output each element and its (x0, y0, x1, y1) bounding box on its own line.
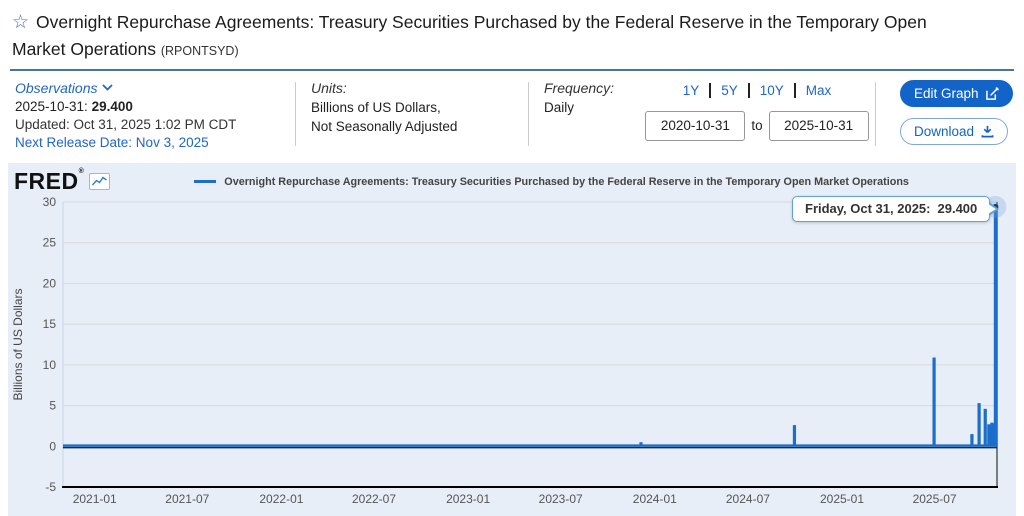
chart-panel (8, 163, 1016, 516)
to-label: to (751, 118, 763, 134)
updated-text: Updated: Oct 31, 2025 1:02 PM CDT (15, 116, 237, 132)
svg-text:30: 30 (42, 195, 56, 209)
observations-section (15, 80, 295, 158)
svg-text:10: 10 (42, 357, 56, 372)
svg-text:25: 25 (42, 235, 56, 250)
svg-text:2021-07: 2021-07 (165, 492, 210, 506)
svg-text:2022-01: 2022-01 (259, 492, 304, 506)
chart-plot[interactable] (8, 191, 1016, 516)
units-line2: Not Seasonally Adjusted (311, 118, 458, 134)
svg-text:2024-07: 2024-07 (725, 492, 770, 506)
start-date-input[interactable] (645, 111, 745, 141)
range-1y-button[interactable]: 1Y (682, 82, 700, 98)
range-separator (794, 83, 796, 98)
svg-text:2025-07: 2025-07 (912, 492, 957, 506)
frequency-section (529, 80, 639, 158)
series-id: (RPONTSYD) (160, 43, 239, 58)
svg-text:15: 15 (42, 317, 56, 332)
svg-text:2022-07: 2022-07 (351, 492, 397, 506)
svg-text:5: 5 (49, 398, 56, 413)
svg-text:2023-01: 2023-01 (446, 492, 491, 506)
observation-value: 29.400 (91, 98, 133, 114)
page-title: Overnight Repurchase Agreements: Treasury Securities Purchased by the Federal Reserve in the Temporary Open Market Operations (12, 12, 927, 59)
download-icon (981, 125, 994, 138)
units-line1: Billions of US Dollars, (311, 99, 441, 115)
page-title-row (0, 0, 1024, 62)
range-separator (748, 83, 750, 98)
observation-date: 2025-10-31: (15, 98, 88, 114)
frequency-value: Daily (544, 99, 575, 115)
tooltip-date: Friday, Oct 31, 2025: (805, 201, 931, 216)
svg-text:0: 0 (49, 439, 56, 454)
fred-chart-icon (89, 173, 110, 190)
svg-text:2021-01: 2021-01 (72, 492, 117, 506)
range-5y-button[interactable]: 5Y (721, 82, 738, 98)
tooltip-value: 29.400 (937, 201, 978, 216)
range-10y-button[interactable]: 10Y (759, 82, 784, 98)
svg-text:2025-01: 2025-01 (819, 492, 865, 506)
svg-text:-5: -5 (45, 480, 56, 494)
download-label: Download (914, 123, 975, 139)
registered-mark: ® (78, 168, 85, 175)
next-release-link[interactable]: Next Release Date: Nov 3, 2025 (15, 134, 209, 150)
edit-graph-button[interactable] (900, 80, 1013, 107)
range-separator (709, 83, 711, 98)
svg-text:Billions of US Dollars: Billions of US Dollars (11, 288, 25, 401)
svg-text:20: 20 (42, 276, 56, 291)
frequency-label: Frequency: (544, 79, 615, 96)
observations-link[interactable] (15, 80, 113, 96)
meta-row (0, 71, 1024, 158)
date-range-section (639, 80, 875, 158)
chart-series-title: Overnight Repurchase Agreements: Treasury Securities Purchased by the Federal Reserve in the Temporary Open Market Operations (224, 175, 909, 188)
edit-graph-label: Edit Graph (914, 85, 979, 101)
edit-icon (986, 87, 999, 100)
units-section (296, 80, 528, 158)
observations-label: Observations (15, 79, 98, 96)
svg-text:2023-07: 2023-07 (538, 492, 583, 506)
download-button[interactable] (900, 118, 1008, 145)
legend-line-marker (194, 180, 216, 183)
chevron-down-icon (102, 84, 113, 91)
end-date-input[interactable] (769, 111, 869, 141)
svg-text:2024-01: 2024-01 (632, 492, 677, 506)
actions-section (876, 80, 1024, 158)
range-presets (639, 83, 875, 98)
units-label: Units: (311, 79, 347, 96)
favorite-star-icon[interactable]: ☆ (12, 12, 30, 33)
range-max-button[interactable]: Max (805, 82, 832, 98)
fred-logo[interactable]: FRED® (14, 168, 85, 194)
chart-header (8, 163, 1016, 193)
chart-tooltip (792, 196, 990, 222)
